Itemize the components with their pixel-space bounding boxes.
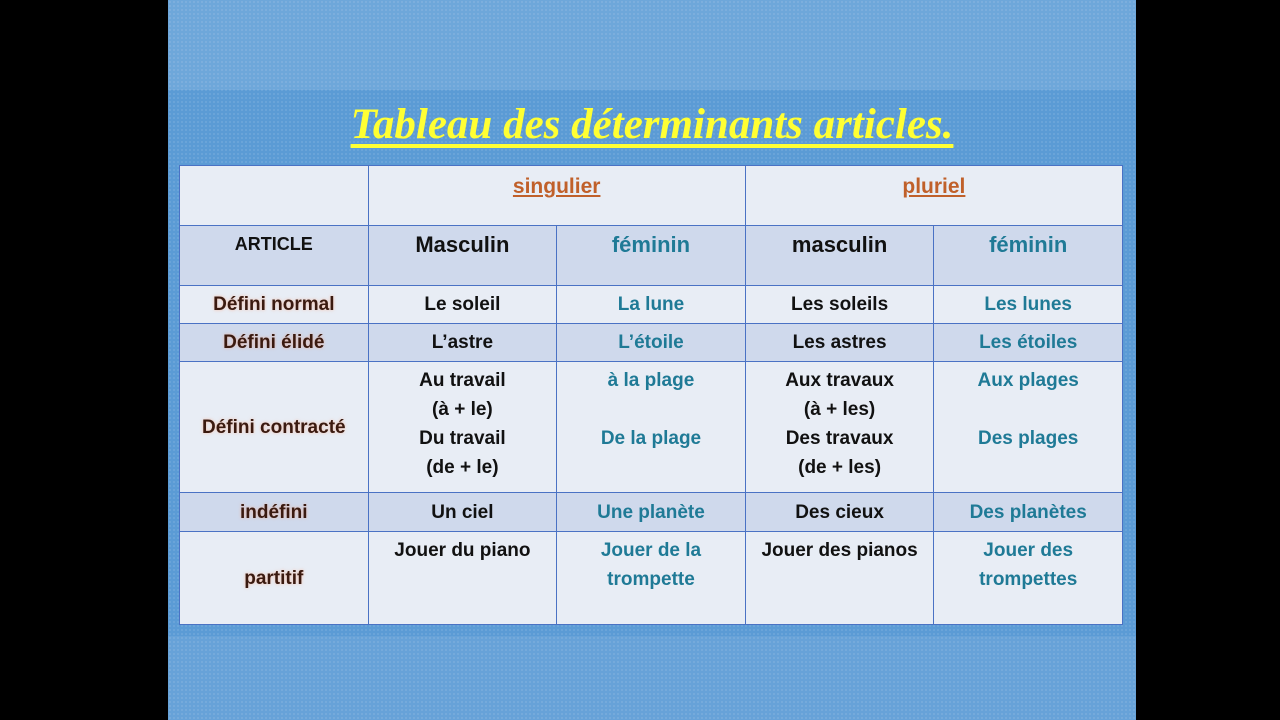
table-cell <box>368 493 557 532</box>
cell-line: Au travail <box>419 370 506 391</box>
table-cell <box>557 493 746 532</box>
cell-line: Les lunes <box>984 294 1073 315</box>
header-pl-fem: féminin <box>934 226 1123 286</box>
cell-line: trompettes <box>979 569 1078 590</box>
table-row <box>180 362 1123 493</box>
cell-line: L’étoile <box>618 332 684 353</box>
cell-line: Les astres <box>792 332 887 353</box>
cell-line: L’astre <box>431 332 494 353</box>
cell-line: (de + le) <box>426 457 499 478</box>
cell-line: (à + les) <box>803 399 876 420</box>
cell-line <box>934 395 1122 424</box>
table-cell <box>368 286 557 324</box>
cell-line: Des cieux <box>795 501 884 523</box>
cell-line: à la plage <box>607 370 695 391</box>
table-cell <box>934 532 1123 625</box>
cell-line: Un ciel <box>431 501 494 523</box>
table-cell <box>745 493 934 532</box>
header-sg-masc: Masculin <box>368 226 557 286</box>
table-cell <box>934 286 1123 324</box>
cell-line: Des plages <box>978 428 1079 449</box>
cell-line: Jouer des pianos <box>761 540 918 561</box>
table-cell <box>934 362 1123 493</box>
table-cell <box>368 532 557 625</box>
cell-line: Une planète <box>597 501 705 523</box>
cell-line: Aux travaux <box>785 370 894 391</box>
cell-line: Des planètes <box>969 501 1087 523</box>
cell-line: Aux plages <box>977 370 1079 391</box>
slide <box>168 0 1136 720</box>
header-pl-masc: masculin <box>745 226 934 286</box>
table-cell <box>557 362 746 493</box>
table-cell <box>745 532 934 625</box>
table-cell <box>934 493 1123 532</box>
cell-line: (à + le) <box>432 399 493 420</box>
table-row <box>180 286 1123 324</box>
slide-title: Tableau des déterminants articles. <box>350 101 954 148</box>
table-row <box>180 493 1123 532</box>
table-cell <box>368 362 557 493</box>
article-header: ARTICLE <box>180 226 369 286</box>
row-label: Défini contracté <box>180 362 369 493</box>
table-cell <box>745 286 934 324</box>
table-cell <box>368 324 557 362</box>
cell-line: De la plage <box>600 428 702 449</box>
articles-table <box>179 165 1123 625</box>
table-cell <box>557 532 746 625</box>
table-cell <box>557 324 746 362</box>
table-row <box>180 532 1123 625</box>
row-label: partitif <box>180 532 369 625</box>
table-row <box>180 324 1123 362</box>
group-header-plural: pluriel <box>745 166 1122 226</box>
cell-line: Les étoiles <box>979 332 1078 353</box>
cell-line: Jouer de la <box>600 540 702 561</box>
table-cell <box>745 362 934 493</box>
cell-line: Des travaux <box>785 428 894 449</box>
table-cell <box>745 324 934 362</box>
cell-line: Jouer des <box>983 540 1074 561</box>
cell-line <box>557 395 745 424</box>
header-sg-fem: féminin <box>557 226 746 286</box>
empty-corner-cell <box>180 166 369 226</box>
cell-line: trompette <box>607 569 695 590</box>
cell-line: Du travail <box>419 428 506 449</box>
cell-line: Jouer du piano <box>394 540 531 561</box>
cell-line: (de + les) <box>798 457 882 478</box>
group-header-singular: singulier <box>368 166 745 226</box>
cell-line: Le soleil <box>424 294 501 315</box>
table-cell <box>557 286 746 324</box>
slide-top-band <box>168 0 1136 90</box>
slide-bottom-band <box>168 636 1136 720</box>
row-label: Défini élidé <box>180 324 369 362</box>
row-label: Défini normal <box>180 286 369 324</box>
row-label: indéfini <box>180 493 369 532</box>
cell-line: La lune <box>617 294 685 315</box>
cell-line: Les soleils <box>790 294 889 315</box>
table-cell <box>934 324 1123 362</box>
